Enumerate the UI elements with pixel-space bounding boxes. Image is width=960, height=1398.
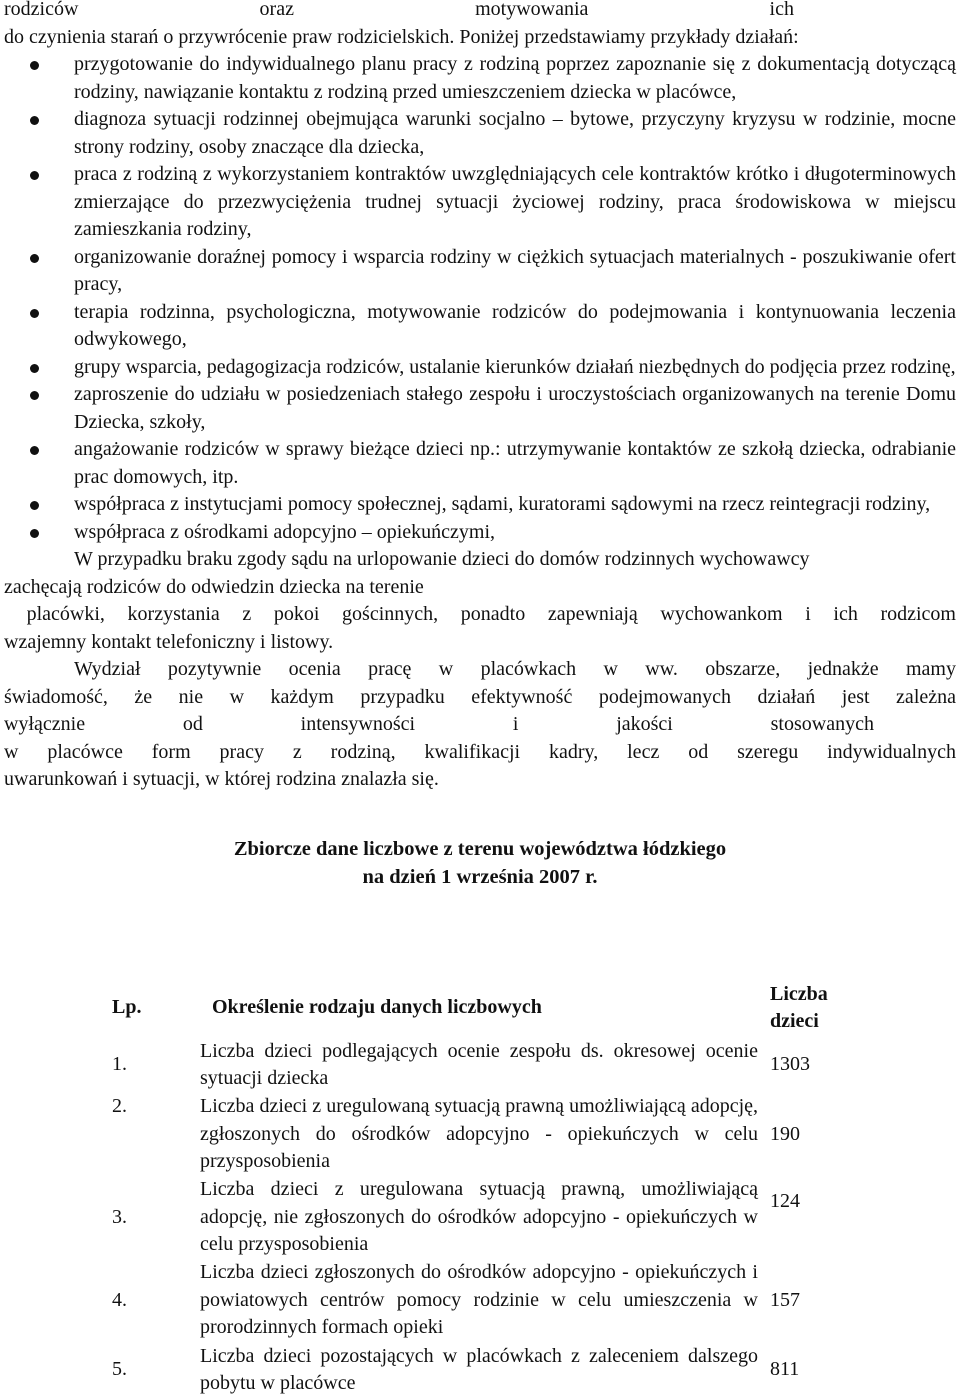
table-row [108, 1093, 860, 1176]
cell-lp: 2. [112, 1095, 127, 1117]
table-row [108, 1259, 860, 1342]
bullet-icon [30, 254, 39, 263]
word: oraz [259, 0, 294, 20]
list-item: grupy wsparcia, pedagogizacja rodziców, ustalanie kierunków działań niezbędnych do podjęcia przez rodzinę, [4, 354, 956, 382]
word: motywowania [475, 0, 589, 20]
table-header-row [108, 979, 860, 1037]
intro-line-1 [4, 0, 794, 24]
bullet-icon [30, 364, 39, 373]
table-row [108, 1176, 860, 1259]
list-item: organizowanie doraźnej pomocy i wsparcia rodziny w ciężkich sytuacjach materialnych - poszukiwanie ofert pracy, [4, 244, 956, 299]
bullet-icon [30, 309, 39, 318]
bullet-icon [30, 116, 39, 125]
word: wyłącznie [4, 713, 86, 735]
list-item: współpraca z instytucjami pomocy społecznej, sądami, kuratorami sądowymi na rzecz reintegracji rodziny, [4, 491, 956, 519]
paragraph-2-line-1: Wydział pozytywnie ocenia pracę w placówkach w ww. obszarze, jednakże mamy [74, 658, 956, 680]
list-item: terapia rodzinna, psychologiczna, motywowanie rodziców do podejmowania i kontynuowania leczenia odwykowego, [4, 299, 956, 354]
header-lp: Lp. [112, 996, 142, 1019]
cell-count: 811 [770, 1358, 800, 1381]
cell-count: 124 [770, 1190, 800, 1212]
section-title-line-2: na dzień 1 września 2007 r. [362, 865, 598, 888]
section-title-line-1: Zbiorcze dane liczbowe z terenu województwa łódzkiego [233, 837, 727, 860]
list-item: praca z rodziną z wykorzystaniem kontraktów uwzględniających cele kontraktów krótko i długoterminowych zmierzające do przezwyciężenia trudnej sytuacji życiowej rodziny, praca środowiskowa w miejscu zamieszkania rodziny, [4, 161, 956, 244]
word: stosowanych [770, 713, 874, 735]
paragraph-2-line-3 [4, 711, 874, 739]
list-item: współpraca z ośrodkami adopcyjno – opiekuńczymi, [4, 519, 956, 547]
statistics-table [108, 979, 860, 1398]
paragraph-1-line-1: W przypadku braku zgody sądu na urlopowanie dzieci do domów rodzinnych wychowawcy [74, 548, 810, 570]
cell-description: Liczba dzieci z uregulowaną sytuacją prawną umożliwiającą adopcję, zgłoszonych do ośrodków adopcyjno - opiekuńczych w celu przysposobienia [200, 1095, 758, 1173]
cell-description: Liczba dzieci zgłoszonych do ośrodków adopcyjno - opiekuńczych i powiatowych centrów pomocy rodzinie w celu umieszczenia w prorodzinnych formach opieki [200, 1261, 758, 1339]
bullet-icon [30, 529, 39, 538]
list-item: angażowanie rodziców w sprawy bieżące dzieci np.: utrzymywanie kontaktów ze szkołą dziecka, odrabianie prac domowych, itp. [4, 436, 956, 491]
bullet-icon [30, 446, 39, 455]
word: od [182, 713, 203, 735]
document-page [4, 0, 956, 891]
cell-lp: 3. [112, 1205, 127, 1228]
paragraph-2-line-5: uwarunkowań i sytuacji, w której rodzina znalazła się. [4, 768, 439, 790]
word: rodziców [4, 0, 79, 20]
cell-lp: 4. [112, 1288, 127, 1311]
cell-count: 190 [770, 1122, 800, 1145]
bullet-icon [30, 171, 39, 180]
word: jakości [616, 713, 673, 735]
cell-lp: 5. [112, 1358, 127, 1381]
cell-description: Liczba dzieci podlegających ocenie zespołu ds. okresowej ocenie sytuacji dziecka [200, 1039, 758, 1089]
cell-description: Liczba dzieci pozostających w placówkach z zaleceniem dalszego pobytu w placówce [200, 1344, 758, 1394]
intro-line-2: do czynienia starań o przywrócenie praw rodzicielskich. Poniżej przedstawiamy przykłady działań: [4, 25, 799, 48]
table-row [108, 1342, 860, 1398]
header-description: Określenie rodzaju danych liczbowych [212, 996, 542, 1019]
cell-count: 157 [770, 1288, 800, 1311]
word: ich [769, 0, 794, 20]
paragraph-1-line-2: zachęcają rodziców do odwiedzin dziecka na terenie [4, 575, 424, 598]
paragraph-2-line-2: świadomość, że nie w każdym przypadku efektywność podejmowanych działań jest zależna [4, 685, 956, 708]
paragraph-2-line-4: w placówce form pracy z rodziną, kwalifikacji kadry, lecz od szeregu indywidualnych [4, 740, 956, 763]
cell-description: Liczba dzieci z uregulowana sytuacją prawną, umożliwiającą adopcję, nie zgłoszonych do ośrodków adopcyjno - opiekuńczych w celu przysposobienia [200, 1178, 758, 1256]
list-item: diagnoza sytuacji rodzinnej obejmująca warunki socjalno – bytowe, przyczyny kryzysu w rodzinie, mocne strony rodziny, osoby znaczące dla dziecka, [4, 106, 956, 161]
table-row [108, 1037, 860, 1093]
list-item: przygotowanie do indywidualnego planu pracy z rodziną poprzez zapoznanie się z dokumentacją dotyczącą rodziny, nawiązanie kontaktu z rodziną przed umieszczeniem dziecka w placówce, [4, 51, 956, 106]
action-list [4, 51, 956, 546]
paragraph-1-line-3: placówki, korzystania z pokoi gościnnych, ponadto zapewniają wychowankom i ich rodzicom [4, 603, 956, 625]
cell-count: 1303 [770, 1053, 810, 1076]
header-count: Liczba dzieci [770, 982, 828, 1032]
section-title [4, 835, 956, 891]
list-item: zaproszenie do udziału w posiedzeniach stałego zespołu i uroczystościach organizowanych na terenie Domu Dziecka, szkoły, [4, 381, 956, 436]
word: i [512, 713, 519, 735]
bullet-icon [30, 501, 39, 510]
paragraph-1-line-4: wzajemny kontakt telefoniczny i listowy. [4, 630, 334, 653]
word: intensywności [300, 713, 416, 735]
bullet-icon [30, 61, 39, 70]
cell-lp: 1. [112, 1053, 127, 1076]
bullet-icon [30, 391, 39, 400]
